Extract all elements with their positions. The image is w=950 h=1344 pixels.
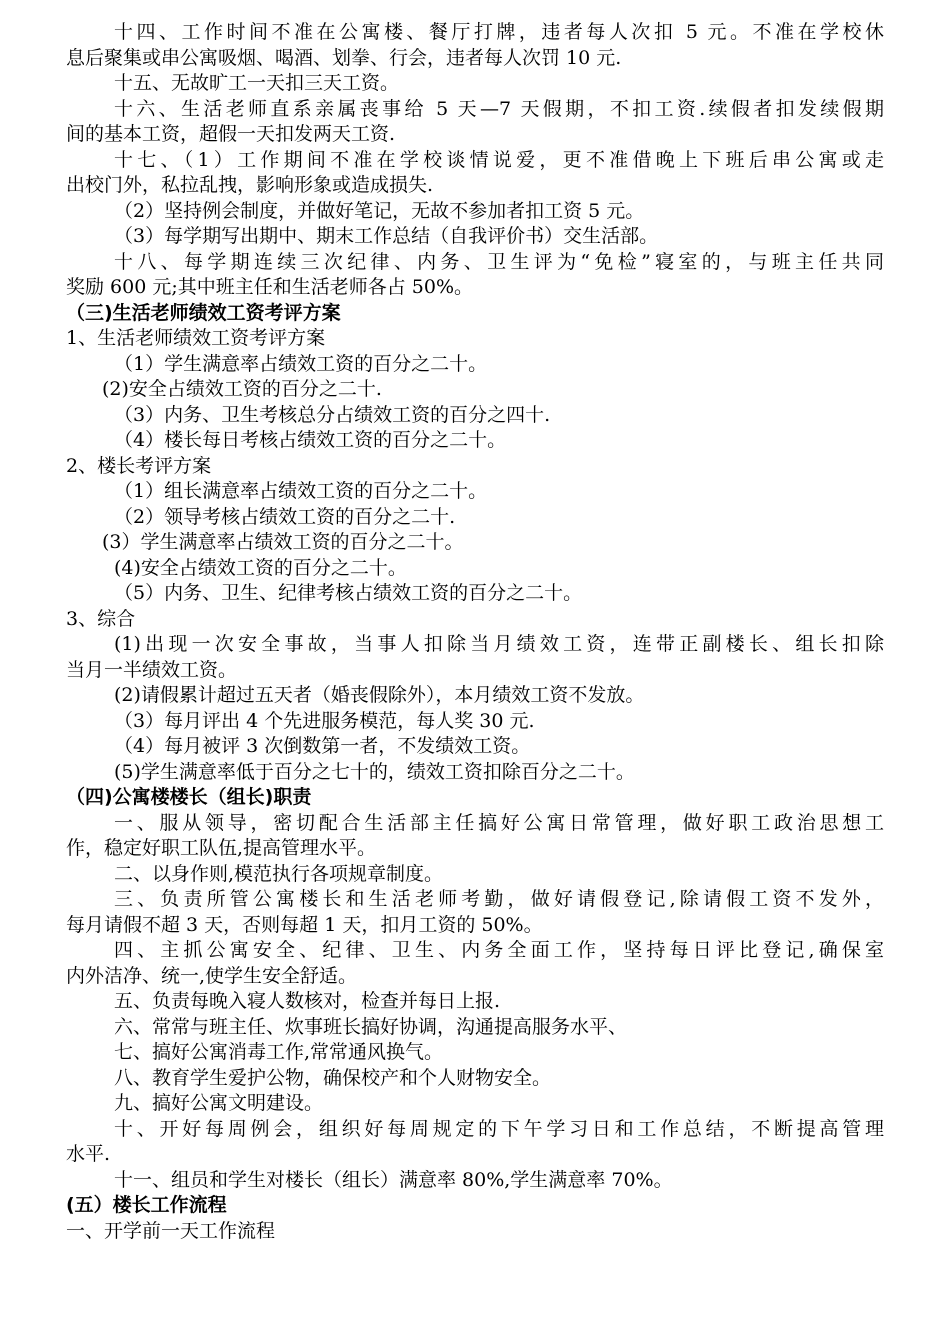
text-line: 五、负责每晚入寝人数核对，检查并每日上报.	[114, 990, 501, 1012]
subsection-heading: 一、开学前一天工作流程	[66, 1219, 276, 1242]
text-line: 内外洁净、统一,使学生安全舒适。	[66, 964, 358, 987]
list-item: （3）内务、卫生考核总分占绩效工资的百分之四十.	[114, 403, 551, 426]
text-line: 十、开好每周例会，组织好每周规定的下午学习日和工作总结，不断提高管理	[114, 1117, 884, 1140]
text-line: 十六、生活老师直系亲属丧事给 5 天—7 天假期，不扣工资.续假者扣发续假期	[114, 97, 884, 120]
text-line: 作，稳定好职工队伍,提高管理水平。	[66, 837, 377, 859]
text-line: 七、搞好公寓消毒工作,常常通风换气。	[114, 1041, 444, 1063]
list-item: (2)安全占绩效工资的百分之二十.	[102, 378, 382, 400]
subsection-heading: 2、楼长考评方案	[66, 454, 212, 477]
text-line: 十一、组员和学生对楼长（组长）满意率 80%,学生满意率 70%。	[114, 1168, 673, 1191]
list-item: （1）组长满意率占绩效工资的百分之二十。	[114, 480, 488, 502]
text-line: 六、常常与班主任、炊事班长搞好协调，沟通提高服务水平、	[114, 1015, 628, 1038]
text-line: 十四、工作时间不准在公寓楼、餐厅打牌，违者每人次扣 5 元。不准在学校休	[114, 21, 884, 43]
section-heading: （三)生活老师绩效工资考评方案	[66, 301, 341, 324]
text-line: 水平.	[66, 1143, 111, 1165]
text-line: （3）每学期写出期中、期末工作总结（自我评价书）交生活部。	[114, 225, 659, 247]
list-item: （2）领导考核占绩效工资的百分之二十.	[114, 505, 456, 528]
text-line: 间的基本工资，超假一天扣发两天工资.	[66, 123, 396, 145]
section-heading: (五）楼长工作流程	[66, 1194, 227, 1216]
subsection-heading: 3、综合	[66, 607, 136, 630]
text-line: 四、主抓公寓安全、纪律、卫生、内务全面工作，坚持每日评比登记,确保室	[114, 939, 884, 961]
text-line: 奖励 600 元;其中班主任和生活老师各占 50%。	[66, 276, 474, 298]
text-line: 息后聚集或串公寓吸烟、喝酒、划拳、行会，违者每人次罚 10 元.	[66, 46, 622, 69]
text-line: 三、负责所管公寓楼长和生活老师考勤，做好请假登记,除请假工资不发外，	[114, 888, 884, 910]
list-item: (2)请假累计超过五天者（婚丧假除外），本月绩效工资不发放。	[114, 684, 645, 706]
list-item: (5)学生满意率低于百分之七十的，绩效工资扣除百分之二十。	[114, 760, 635, 783]
text-line: 十八、每学期连续三次纪律、内务、卫生评为“免检”寝室的，与班主任共同	[114, 250, 884, 273]
text-line: 每月请假不超 3 天，否则每超 1 天，扣月工资的 50%。	[66, 913, 543, 936]
text-line: 出校门外，私拉乱拽，影响形象或造成损失.	[66, 174, 434, 196]
text-line: 十五、无故旷工一天扣三天工资。	[114, 72, 400, 94]
subsection-heading: 1、生活老师绩效工资考评方案	[66, 327, 326, 349]
text-line: （2）坚持例会制度，并做好笔记，无故不参加者扣工资 5 元。	[114, 199, 645, 222]
text-line: 八、教育学生爱护公物，确保校产和个人财物安全。	[114, 1066, 552, 1089]
section-heading: （四)公寓楼楼长（组长)职责	[66, 786, 312, 808]
list-item: （3）每月评出 4 个先进服务模范，每人奖 30 元.	[114, 709, 535, 732]
text-line: 九、搞好公寓文明建设。	[114, 1092, 324, 1114]
text-line: 十七、（1）工作期间不准在学校谈情说爱，更不准借晚上下班后串公寓或走	[114, 148, 884, 171]
list-item: (4)安全占绩效工资的百分之二十。	[114, 556, 407, 579]
list-item: (3）学生满意率占绩效工资的百分之二十。	[102, 531, 464, 553]
list-item: （1）学生满意率占绩效工资的百分之二十。	[114, 352, 488, 375]
text-line: 二、以身作则,模范执行各项规章制度。	[114, 862, 444, 885]
list-item: （4）楼长每日考核占绩效工资的百分之二十。	[114, 429, 507, 451]
text-line: 当月一半绩效工资。	[66, 658, 238, 681]
list-item: （4）每月被评 3 次倒数第一者，不发绩效工资。	[114, 735, 531, 757]
list-item: (1)出现一次安全事故，当事人扣除当月绩效工资，连带正副楼长、组长扣除	[114, 633, 884, 655]
list-item: （5）内务、卫生、纪律考核占绩效工资的百分之二十。	[114, 582, 583, 604]
text-line: 一、服从领导，密切配合生活部主任搞好公寓日常管理，做好职工政治思想工	[114, 811, 884, 834]
